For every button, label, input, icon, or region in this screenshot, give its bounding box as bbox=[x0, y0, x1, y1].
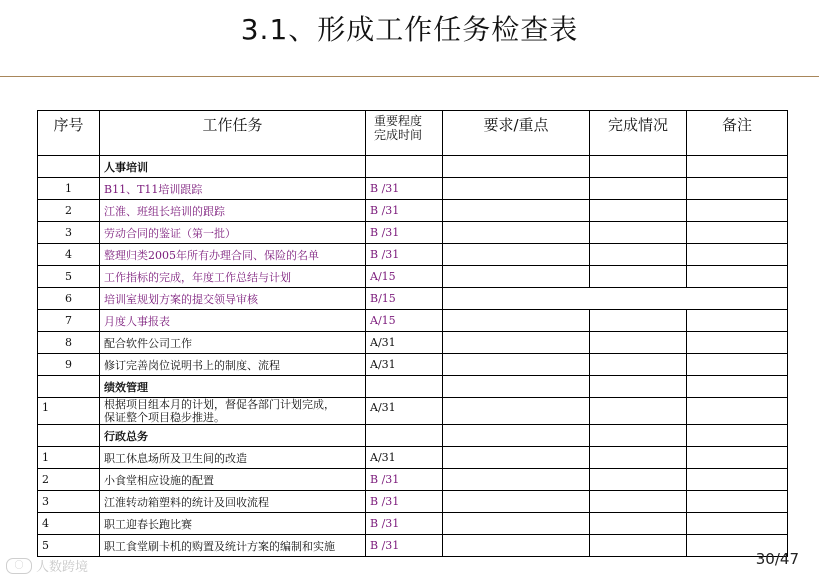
header-priority bbox=[366, 111, 443, 156]
header-requirement: 要求/重点 bbox=[443, 111, 590, 156]
watermark-logo-icon: 〇 bbox=[6, 558, 32, 574]
section-title: 绩效管理 bbox=[100, 376, 366, 398]
row-no: 3 bbox=[38, 222, 100, 244]
table-row bbox=[38, 447, 788, 469]
header-status: 完成情况 bbox=[590, 111, 687, 156]
section-row bbox=[38, 376, 788, 398]
row-task: 职工迎春长跑比赛 bbox=[100, 513, 366, 535]
row-priority: A/31 bbox=[366, 354, 443, 376]
row-no: 8 bbox=[38, 332, 100, 354]
row-priority: B /31 bbox=[366, 178, 443, 200]
table-row bbox=[38, 222, 788, 244]
row-task: 整理归类2005年所有办理合同、保险的名单 bbox=[100, 244, 366, 266]
row-task-line1: 根据项目组本月的计划，督促各部门计划完成， bbox=[104, 398, 335, 411]
row-priority: A/31 bbox=[366, 398, 443, 425]
row-no: 5 bbox=[38, 266, 100, 288]
row-no: 5 bbox=[38, 535, 100, 557]
row-priority: A/15 bbox=[366, 266, 443, 288]
row-task: 修订完善岗位说明书上的制度、流程 bbox=[100, 354, 366, 376]
row-priority: B/15 bbox=[366, 288, 443, 310]
row-task: 江淮转动箱塑料的统计及回收流程 bbox=[100, 491, 366, 513]
page-number: 30/47 bbox=[755, 550, 799, 568]
row-task: 月度人事报表 bbox=[100, 310, 366, 332]
table-row bbox=[38, 513, 788, 535]
row-priority: A/31 bbox=[366, 447, 443, 469]
row-task-line2: 保证整个项目稳步推进。 bbox=[104, 411, 225, 424]
row-task: 江淮、班组长培训的跟踪 bbox=[100, 200, 366, 222]
table-row bbox=[38, 491, 788, 513]
header-priority-line2: 完成时间 bbox=[374, 128, 423, 142]
header-no: 序号 bbox=[38, 111, 100, 156]
row-priority: A/15 bbox=[366, 310, 443, 332]
row-task bbox=[100, 398, 366, 425]
row-task: 配合软件公司工作 bbox=[100, 332, 366, 354]
row-priority: B /31 bbox=[366, 513, 443, 535]
row-task: B11、T11培训跟踪 bbox=[100, 178, 366, 200]
row-no: 2 bbox=[38, 200, 100, 222]
row-task: 劳动合同的鉴证（第一批） bbox=[100, 222, 366, 244]
row-task: 职工休息场所及卫生间的改造 bbox=[100, 447, 366, 469]
row-task: 职工食堂刷卡机的购置及统计方案的编制和实施 bbox=[100, 535, 366, 557]
table-row bbox=[38, 354, 788, 376]
row-no: 1 bbox=[38, 178, 100, 200]
row-task: 培训室规划方案的提交领导审核 bbox=[100, 288, 366, 310]
table-row bbox=[38, 244, 788, 266]
table-row bbox=[38, 469, 788, 491]
row-task: 工作指标的完成，年度工作总结与计划 bbox=[100, 266, 366, 288]
table-header-row bbox=[38, 111, 788, 156]
row-no: 2 bbox=[38, 469, 100, 491]
table-row bbox=[38, 200, 788, 222]
table-row bbox=[38, 535, 788, 557]
row-no: 4 bbox=[38, 244, 100, 266]
section-title: 行政总务 bbox=[100, 425, 366, 447]
row-no: 1 bbox=[38, 447, 100, 469]
task-checklist-table bbox=[37, 110, 788, 557]
watermark-text: 人数跨境 bbox=[36, 560, 89, 575]
watermark bbox=[6, 556, 88, 575]
row-priority: B /31 bbox=[366, 244, 443, 266]
row-priority: A/31 bbox=[366, 332, 443, 354]
row-priority: B /31 bbox=[366, 491, 443, 513]
section-title: 人事培训 bbox=[100, 156, 366, 178]
section-row bbox=[38, 425, 788, 447]
table-row bbox=[38, 178, 788, 200]
table-row bbox=[38, 266, 788, 288]
header-task: 工作任务 bbox=[100, 111, 366, 156]
table-row bbox=[38, 310, 788, 332]
table-row bbox=[38, 288, 788, 310]
table-row bbox=[38, 398, 788, 425]
page-title: 3.1、形成工作任务检查表 bbox=[240, 13, 579, 46]
row-priority: B /31 bbox=[366, 535, 443, 557]
title-divider bbox=[0, 76, 819, 77]
row-no: 6 bbox=[38, 288, 100, 310]
row-priority: B /31 bbox=[366, 222, 443, 244]
table-row bbox=[38, 332, 788, 354]
row-no: 9 bbox=[38, 354, 100, 376]
section-row bbox=[38, 156, 788, 178]
row-priority: B /31 bbox=[366, 200, 443, 222]
row-task: 小食堂相应设施的配置 bbox=[100, 469, 366, 491]
header-remark: 备注 bbox=[687, 111, 788, 156]
row-priority: B /31 bbox=[366, 469, 443, 491]
row-no: 4 bbox=[38, 513, 100, 535]
row-no: 3 bbox=[38, 491, 100, 513]
row-no: 1 bbox=[38, 398, 100, 425]
row-no: 7 bbox=[38, 310, 100, 332]
header-priority-line1: 重要程度 bbox=[374, 114, 423, 128]
